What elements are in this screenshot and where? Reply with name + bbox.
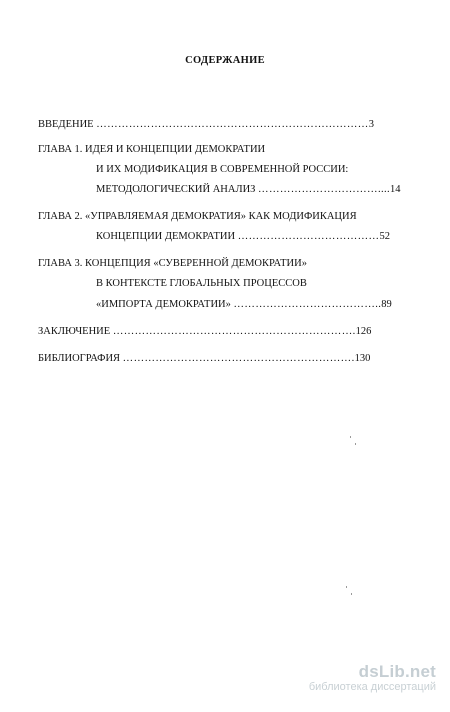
watermark <box>309 662 436 693</box>
toc-entry-text: ЗАКЛЮЧЕНИЕ <box>38 326 113 337</box>
toc-entry-text: В КОНТЕКСТЕ ГЛОБАЛЬНЫХ ПРОЦЕССОВ <box>96 278 307 289</box>
toc-entry-chapter-1-line-2 <box>96 163 348 177</box>
toc-page-number: 89 <box>381 299 392 310</box>
toc-entry-chapter-3-line-3 <box>96 298 392 312</box>
toc-page-number: 52 <box>379 231 390 242</box>
scan-speck <box>355 443 356 445</box>
toc-entry-text: ГЛАВА 3. КОНЦЕПЦИЯ «СУВЕРЕННОЙ ДЕМОКРАТИИ» <box>38 258 307 269</box>
page-title: СОДЕРЖАНИЕ <box>185 55 265 66</box>
toc-leader-dots: ………………………………….. <box>233 299 382 310</box>
toc-entry-text: «ИМПОРТА ДЕМОКРАТИИ» <box>96 299 234 310</box>
toc-entry-bibliography <box>38 352 370 366</box>
toc-page-number: 14 <box>390 184 401 195</box>
scan-speck <box>346 586 347 588</box>
toc-entry-text: ВВЕДЕНИЕ <box>38 119 97 130</box>
toc-entry-conclusion <box>38 325 371 339</box>
toc-leader-dots: …………………………….... <box>258 184 391 195</box>
toc-entry-chapter-2 <box>38 210 357 224</box>
toc-page-number: 130 <box>354 353 371 364</box>
toc-leader-dots: ………………………………… <box>237 231 380 242</box>
toc-page-number: 126 <box>355 326 372 337</box>
toc-entry-chapter-1-line-3 <box>96 183 401 197</box>
toc-entry-introduction <box>38 118 374 132</box>
toc-entry-chapter-1 <box>38 143 265 157</box>
toc-entry-text: ГЛАВА 2. «УПРАВЛЯЕМАЯ ДЕМОКРАТИЯ» КАК МОДИФИКАЦИЯ <box>38 211 357 222</box>
toc-leader-dots: ………………………………………………………………… <box>96 119 369 130</box>
scan-speck <box>351 593 352 595</box>
scan-speck <box>350 436 351 438</box>
watermark-subtitle: библиотека диссертаций <box>308 681 436 693</box>
toc-entry-chapter-3 <box>38 257 307 271</box>
toc-entry-text: КОНЦЕПЦИИ ДЕМОКРАТИИ <box>96 231 238 242</box>
toc-leader-dots: …………………………………………………………. <box>112 326 356 337</box>
toc-entry-chapter-3-line-2 <box>96 277 307 291</box>
watermark-logo: dsLib.net <box>358 662 436 681</box>
toc-entry-chapter-2-line-2 <box>96 230 390 244</box>
toc-entry-text: МЕТОДОЛОГИЧЕСКИЙ АНАЛИЗ <box>96 184 259 195</box>
toc-entry-text: ГЛАВА 1. ИДЕЯ И КОНЦЕПЦИИ ДЕМОКРАТИИ <box>38 144 266 155</box>
toc-page-number: 3 <box>368 119 374 130</box>
toc-entry-text: И ИХ МОДИФИКАЦИЯ В СОВРЕМЕННОЙ РОССИИ: <box>96 164 349 175</box>
toc-entry-text: БИБЛИОГРАФИЯ <box>38 353 123 364</box>
toc-leader-dots: ………………………………………………………. <box>122 353 355 364</box>
